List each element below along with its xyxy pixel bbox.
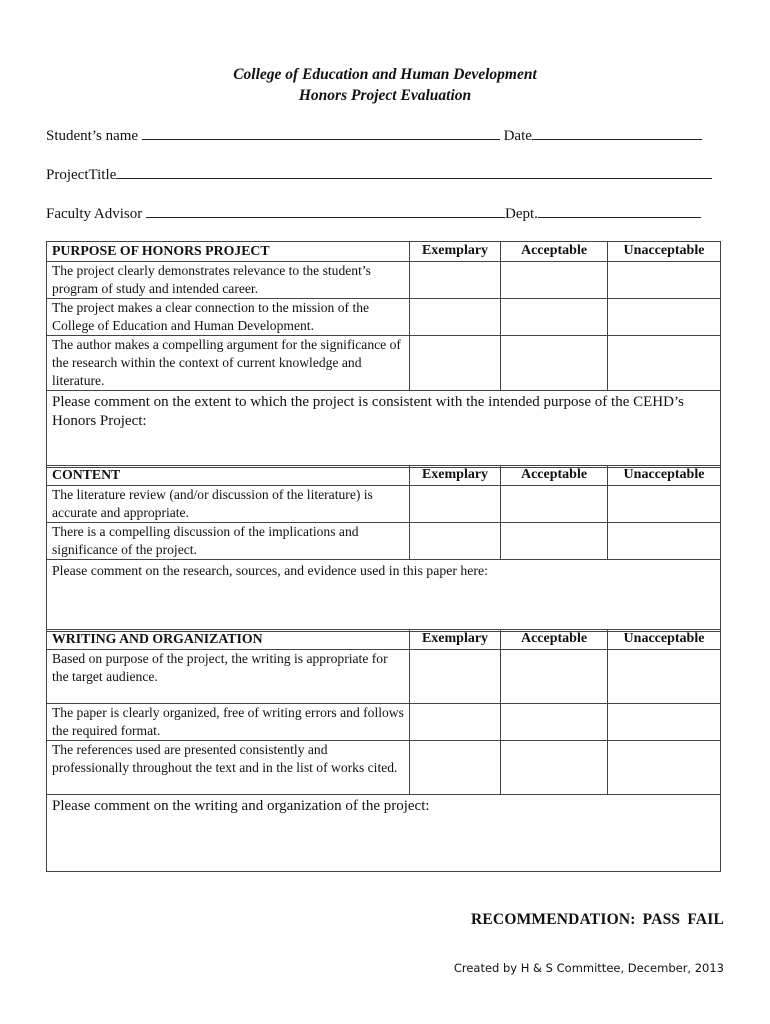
acceptable-rating-cell[interactable] [501, 299, 608, 336]
recommendation-line [471, 911, 724, 929]
exemplary-column-header: Exemplary [410, 242, 501, 262]
criterion-text: The literature review (and/or discussion of the literature) is accurate and appropriate. [47, 486, 410, 523]
unacceptable-rating-cell[interactable] [608, 741, 721, 795]
comment-row [47, 391, 721, 468]
footer-note: Created by H & S Committee, December, 2013 [453, 961, 724, 975]
content-section-table [46, 465, 721, 632]
exemplary-column-header: Exemplary [410, 466, 501, 486]
acceptable-column-header: Acceptable [501, 630, 608, 650]
form-subtitle: Honors Project Evaluation [298, 87, 472, 104]
project-title-row [46, 166, 712, 184]
faculty-advisor-field[interactable] [146, 205, 505, 218]
faculty-advisor-label: Faculty Advisor [46, 206, 143, 222]
project-title-label: ProjectTitle [46, 167, 117, 183]
exemplary-rating-cell[interactable] [410, 262, 501, 299]
exemplary-rating-cell[interactable] [410, 336, 501, 391]
criterion-row [47, 262, 721, 299]
dept-label: Dept. [505, 206, 538, 222]
comment-box[interactable] [47, 560, 721, 632]
section-heading: PURPOSE OF HONORS PROJECT [47, 242, 410, 262]
unacceptable-rating-cell[interactable] [608, 486, 721, 523]
criterion-row [47, 650, 721, 704]
acceptable-rating-cell[interactable] [501, 704, 608, 741]
acceptable-rating-cell[interactable] [501, 486, 608, 523]
comment-box[interactable] [47, 391, 721, 468]
acceptable-rating-cell[interactable] [501, 523, 608, 560]
unacceptable-rating-cell[interactable] [608, 262, 721, 299]
comment-row [47, 795, 721, 872]
criterion-text: The project makes a clear connection to the mission of the College of Education and Human Development. [47, 299, 410, 336]
exemplary-rating-cell[interactable] [410, 704, 501, 741]
acceptable-rating-cell[interactable] [501, 336, 608, 391]
dept-field[interactable] [538, 205, 701, 218]
criterion-row [47, 704, 721, 741]
unacceptable-column-header: Unacceptable [608, 242, 721, 262]
recommendation-label: RECOMMENDATION: [471, 911, 636, 928]
unacceptable-rating-cell[interactable] [608, 523, 721, 560]
criterion-row [47, 336, 721, 391]
section-header-row [47, 630, 721, 650]
pass-option[interactable]: PASS [642, 911, 681, 928]
student-name-row [46, 127, 702, 145]
comment-row [47, 560, 721, 632]
writing-section-table [46, 629, 721, 872]
purpose-section-table [46, 241, 721, 468]
criterion-text: Based on purpose of the project, the writing is appropriate for the target audience. [47, 650, 410, 704]
comment-prompt: Please comment on the extent to which the project is consistent with the intended purpose of the CEHD’s Honors Project: [52, 394, 684, 429]
unacceptable-rating-cell[interactable] [608, 336, 721, 391]
criterion-text: The paper is clearly organized, free of writing errors and follows the required format. [47, 704, 410, 741]
exemplary-column-header: Exemplary [410, 630, 501, 650]
unacceptable-column-header: Unacceptable [608, 466, 721, 486]
acceptable-column-header: Acceptable [501, 466, 608, 486]
unacceptable-rating-cell[interactable] [608, 650, 721, 704]
acceptable-rating-cell[interactable] [501, 262, 608, 299]
criterion-text: The project clearly demonstrates relevance to the student’s program of study and intended career. [47, 262, 410, 299]
criterion-text: There is a compelling discussion of the implications and significance of the project. [47, 523, 410, 560]
section-heading: WRITING AND ORGANIZATION [47, 630, 410, 650]
criterion-text: The references used are presented consistently and professionally throughout the text and in the list of works cited. [47, 741, 410, 795]
student-name-label: Student’s name [46, 128, 139, 144]
unacceptable-rating-cell[interactable] [608, 299, 721, 336]
exemplary-rating-cell[interactable] [410, 650, 501, 704]
criterion-row [47, 486, 721, 523]
fail-option[interactable]: FAIL [687, 911, 724, 928]
criterion-text: The author makes a compelling argument for the significance of the research within the context of current knowledge and literature. [47, 336, 410, 391]
section-header-row [47, 242, 721, 262]
comment-box[interactable] [47, 795, 721, 872]
exemplary-rating-cell[interactable] [410, 299, 501, 336]
unacceptable-rating-cell[interactable] [608, 704, 721, 741]
acceptable-rating-cell[interactable] [501, 741, 608, 795]
unacceptable-column-header: Unacceptable [608, 630, 721, 650]
exemplary-rating-cell[interactable] [410, 486, 501, 523]
acceptable-rating-cell[interactable] [501, 650, 608, 704]
comment-prompt: Please comment on the writing and organization of the project: [52, 798, 430, 814]
criterion-row [47, 523, 721, 560]
criterion-row [47, 299, 721, 336]
section-heading: CONTENT [47, 466, 410, 486]
form-title: College of Education and Human Development [233, 66, 537, 83]
date-label: Date [503, 128, 532, 144]
exemplary-rating-cell[interactable] [410, 523, 501, 560]
project-title-field[interactable] [116, 166, 712, 179]
comment-prompt: Please comment on the research, sources, and evidence used in this paper here: [52, 563, 488, 578]
faculty-advisor-row [46, 205, 701, 223]
exemplary-rating-cell[interactable] [410, 741, 501, 795]
acceptable-column-header: Acceptable [501, 242, 608, 262]
date-field[interactable] [532, 127, 702, 140]
criterion-row [47, 741, 721, 795]
student-name-field[interactable] [142, 127, 500, 140]
section-header-row [47, 466, 721, 486]
